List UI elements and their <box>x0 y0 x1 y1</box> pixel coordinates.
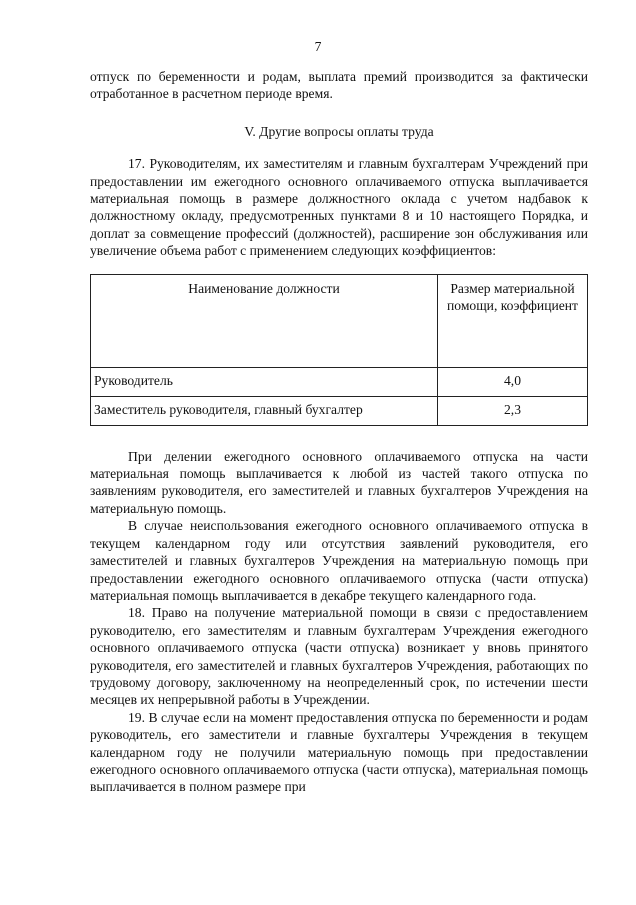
cell-position: Руководитель <box>91 367 438 396</box>
header-position: Наименование должности <box>91 274 438 367</box>
section-heading: V. Другие вопросы оплаты труда <box>244 123 434 139</box>
page-number: 7 <box>314 39 322 54</box>
table-header-row <box>91 274 588 367</box>
paragraph-18: 18. Право на получение материальной помощи в связи с предоставлением руководителю, его заместителям и главным бухгалтерам Учреждения ежегодного основного оплачиваемого отпуска (части отпуска) возникает у вновь принятого руководителя, его заместителей и главных бухгалтеров Учреждения, работающих по трудовому договору, заключенному на неопределенный срок, по истечении шести месяцев их непрерывной работы в Учреждении. <box>90 605 588 708</box>
paragraph-unused: В случае неиспользования ежегодного основного оплачиваемого отпуска в текущем календарном году или отсутствия заявлений руководителя, его заместителей и главных бухгалтеров Учреждения на материальную помощь при предоставлении ежегодного основного оплачиваемого отпуска (части отпуска) материальная помощь выплачивается в декабре текущего календарного года. <box>90 518 588 603</box>
cell-coefficient: 2,3 <box>438 396 588 425</box>
intro-paragraph: отпуск по беременности и родам, выплата премий производится за фактически отработанное в расчетном периоде время. <box>90 69 588 102</box>
coefficients-table <box>90 274 588 426</box>
paragraph-19: 19. В случае если на момент предоставления отпуска по беременности и родам руководитель, его заместители и главные бухгалтеры Учреждения в текущем календарном году не получили материальную помощь при предоставлении ежегодного основного оплачиваемого отпуска (части отпуска), материальная помощь выплачивается в полном размере при <box>90 709 588 795</box>
cell-position: Заместитель руководителя, главный бухгалтер <box>91 396 438 425</box>
table-row <box>91 367 588 396</box>
cell-coefficient: 4,0 <box>438 367 588 396</box>
document-body <box>90 68 588 796</box>
paragraph-17: 17. Руководителям, их заместителям и главным бухгалтерам Учреждений при предоставлении им ежегодного основного оплачиваемого отпуска выплачивается материальная помощь в размере должностного оклада с учетом надбавок к должностному окладу, предусмотренных пунктами 8 и 10 настоящего Порядка, и доплат за совмещение профессий (должностей), расширение зон обслуживания или увеличение объема работ с применением следующих коэффициентов: <box>90 156 588 259</box>
paragraph-division: При делении ежегодного основного оплачиваемого отпуска на части материальная помощь выплачивается к любой из частей такого отпуска по заявлениям руководителя, его заместителей и главных бухгалтеров Учреждения на материальную помощь. <box>90 448 588 516</box>
header-coefficient: Размер материальной помощи, коэффициент <box>438 274 588 367</box>
table-row <box>91 396 588 425</box>
